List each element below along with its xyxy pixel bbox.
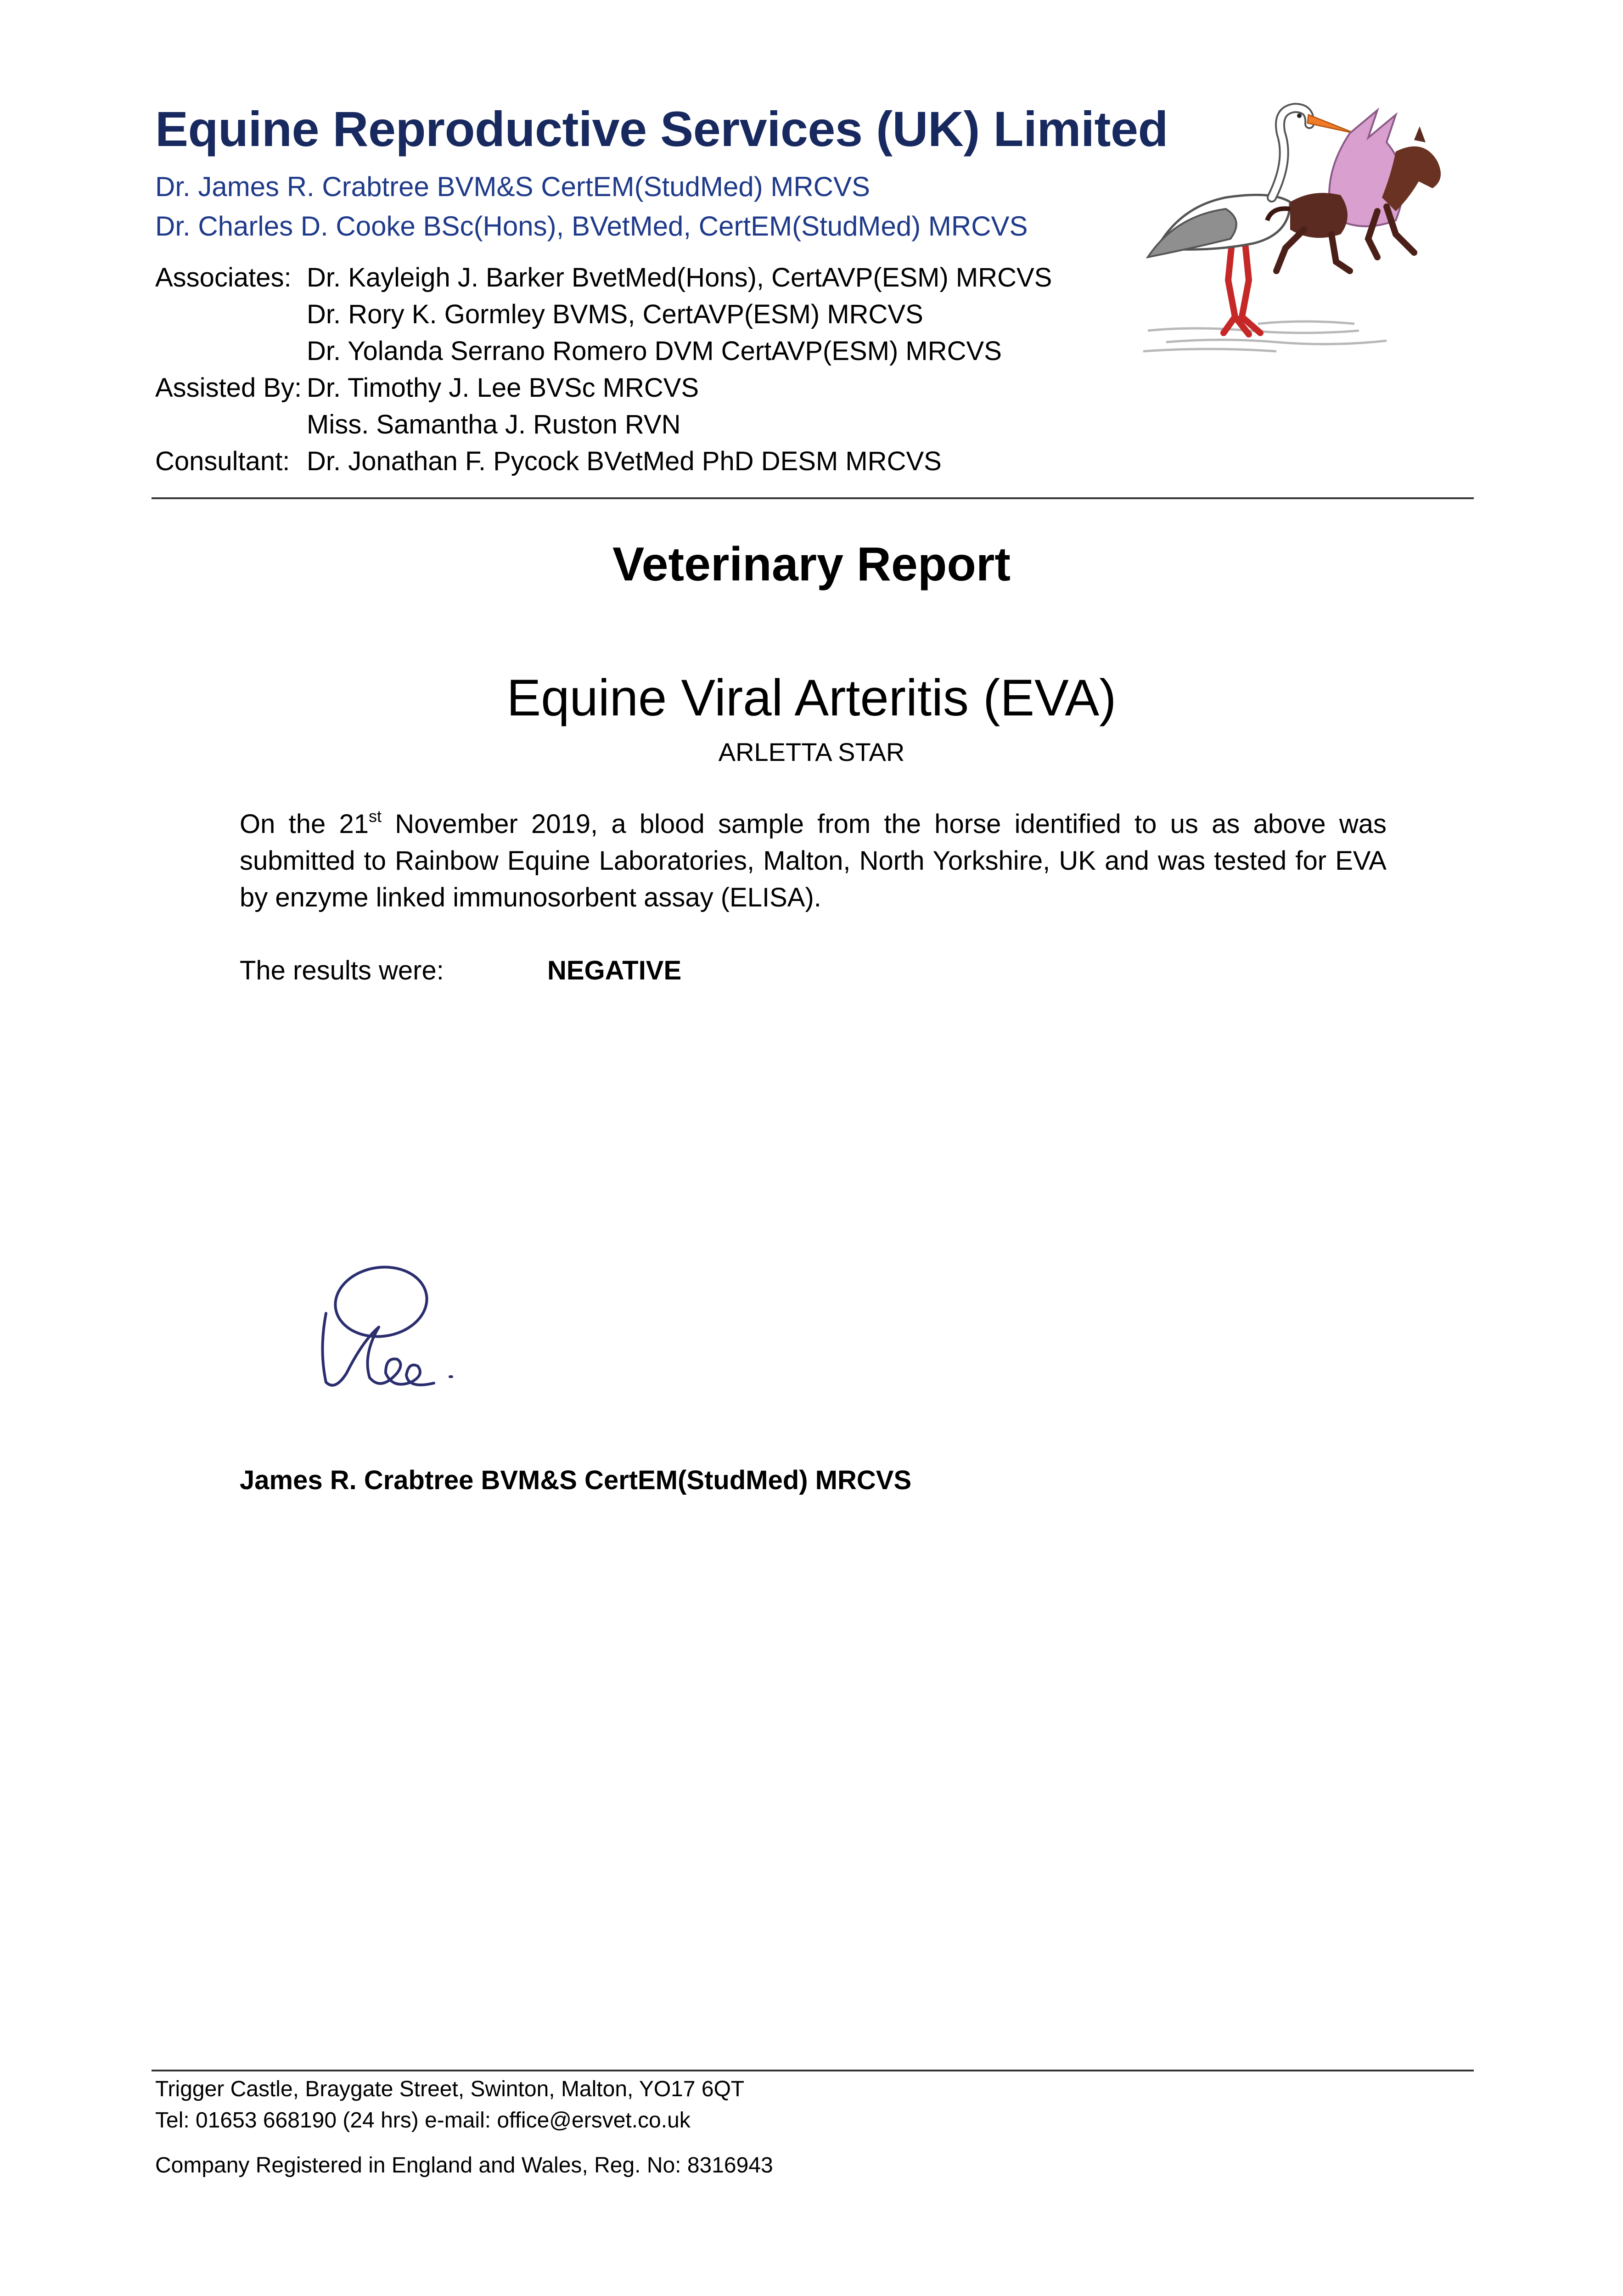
staff-name: Miss. Samantha J. Ruston RVN xyxy=(307,410,681,439)
staff-row xyxy=(155,443,1119,480)
stork-legs xyxy=(1224,234,1260,334)
staff-name: Dr. Timothy J. Lee BVSc MRCVS xyxy=(307,373,699,403)
principal-vet-2: Dr. Charles D. Cooke BSc(Hons), BVetMed, CertEM(StudMed) MRCVS xyxy=(155,211,1028,242)
water-ripples xyxy=(1143,321,1387,351)
staff-list xyxy=(155,259,1119,480)
principal-vet-1: Dr. James R. Crabtree BVM&S CertEM(StudMed) MRCVS xyxy=(155,171,870,202)
test-name: Equine Viral Arteritis (EVA) xyxy=(506,669,1117,726)
header-divider xyxy=(152,497,1474,499)
footer-address: Trigger Castle, Braygate Street, Swinton, Malton, YO17 6QT xyxy=(155,2077,745,2101)
report-paragraph xyxy=(240,806,1387,916)
staff-role-label xyxy=(155,406,307,443)
report-paragraph-text: November 2019, a blood sample from the horse identified to us as above was submitted to Rainbow Equine Laboratories, Malton, North Yorkshire, UK and was tested for EVA by enzyme linked immunosorbent assay (ELISA). xyxy=(240,809,1387,912)
staff-role-label: Assisted By: xyxy=(155,373,302,403)
staff-name: Dr. Yolanda Serrano Romero DVM CertAVP(ESM) MRCVS xyxy=(307,336,1002,366)
date-ordinal-suffix: st xyxy=(368,807,382,826)
staff-role-label: Consultant: xyxy=(155,446,290,476)
signatory-name: James R. Crabtree BVM&S CertEM(StudMed) MRCVS xyxy=(240,1465,912,1495)
staff-role-label: Associates: xyxy=(155,263,292,293)
staff-name: Dr. Jonathan F. Pycock BVetMed PhD DESM MRCVS xyxy=(307,446,942,476)
staff-row xyxy=(155,370,1119,406)
footer-contact: Tel: 01653 668190 (24 hrs) e-mail: office@ersvet.co.uk xyxy=(155,2108,691,2133)
results-label: The results were: xyxy=(240,956,444,985)
horse-name: ARLETTA STAR xyxy=(718,737,905,766)
staff-row xyxy=(155,296,1119,333)
stork-beak xyxy=(1308,115,1354,133)
staff-row xyxy=(155,259,1119,296)
stork-carrying-foal-logo xyxy=(1139,83,1478,358)
staff-name: Dr. Rory K. Gormley BVMS, CertAVP(ESM) MRCVS xyxy=(307,299,923,329)
report-date-prefix: On the 21 xyxy=(240,809,369,839)
staff-row xyxy=(155,406,1119,443)
staff-row xyxy=(155,333,1119,370)
company-name: Equine Reproductive Services (UK) Limited xyxy=(155,101,1168,157)
footer-registration: Company Registered in England and Wales, Reg. No: 8316943 xyxy=(155,2153,773,2178)
stork-eye xyxy=(1297,113,1302,118)
staff-role-label xyxy=(155,296,307,333)
staff-name: Dr. Kayleigh J. Barker BvetMed(Hons), CertAVP(ESM) MRCVS xyxy=(307,263,1052,293)
footer-divider xyxy=(152,2070,1474,2071)
staff-role-label xyxy=(155,333,307,370)
signature-image xyxy=(312,1258,477,1396)
results-value: NEGATIVE xyxy=(547,956,682,985)
report-title: Veterinary Report xyxy=(612,538,1011,591)
